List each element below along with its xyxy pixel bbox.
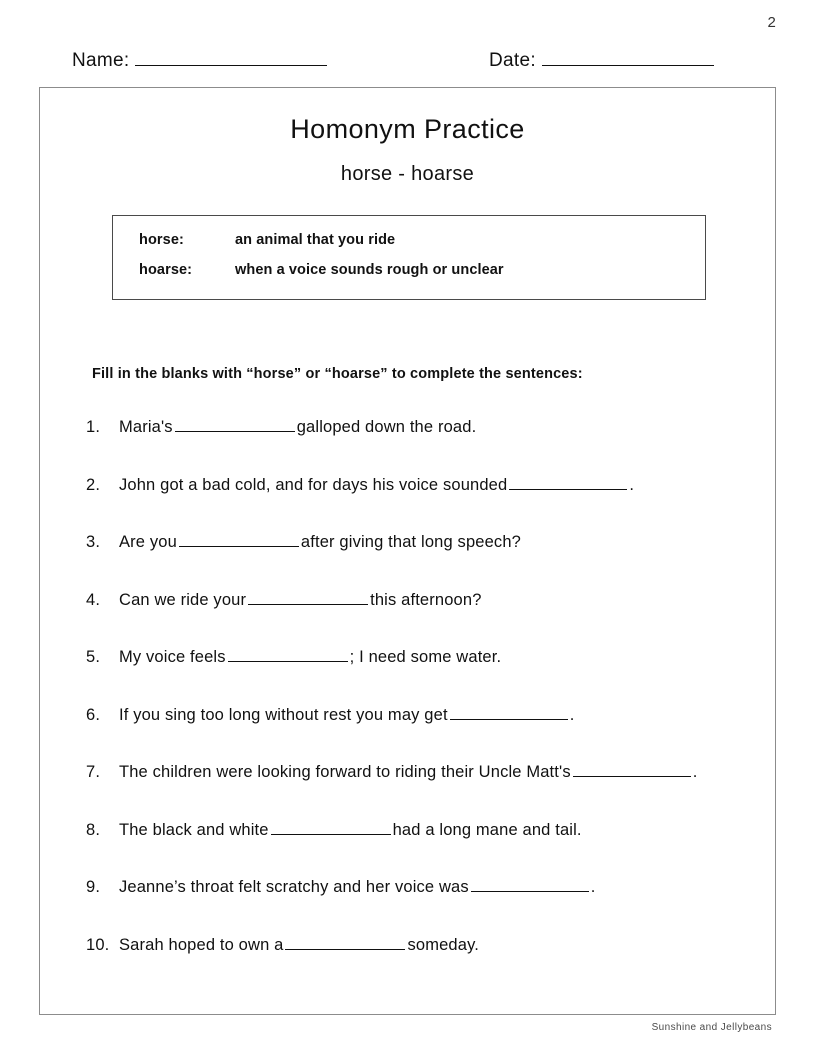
question-prefix: Can we ride your — [119, 590, 247, 609]
question-text — [119, 878, 596, 897]
definition-box — [112, 215, 706, 300]
question-suffix: . — [692, 763, 698, 781]
name-field[interactable] — [72, 50, 327, 72]
question-prefix: Maria's — [119, 418, 173, 436]
question-prefix: My voice feels — [119, 648, 226, 666]
answer-blank[interactable] — [450, 706, 568, 720]
question-number: 3. — [86, 533, 101, 551]
list-item — [86, 878, 746, 936]
question-prefix: John got a bad cold, and for days his voice sounded — [119, 475, 508, 494]
answer-blank[interactable] — [285, 936, 405, 950]
name-date-row — [72, 50, 762, 76]
question-number: 1. — [86, 418, 101, 436]
question-text — [119, 591, 482, 610]
question-text — [119, 936, 479, 955]
answer-blank[interactable] — [271, 821, 391, 835]
answer-blank[interactable] — [573, 763, 691, 777]
list-item — [86, 418, 746, 476]
page-number: 2 — [767, 14, 776, 31]
worksheet-border-box — [39, 87, 776, 1015]
question-suffix: . — [629, 475, 635, 494]
question-prefix: The children were looking forward to riding their Uncle Matt's — [119, 763, 571, 781]
definition-term: horse: — [139, 232, 184, 248]
question-number: 10. — [86, 935, 110, 954]
definition-meaning: when a voice sounds rough or unclear — [235, 262, 504, 278]
answer-blank[interactable] — [179, 533, 299, 547]
question-text — [119, 763, 697, 782]
question-number: 4. — [86, 590, 101, 609]
date-label: Date: — [489, 50, 536, 71]
question-suffix: . — [590, 878, 596, 896]
name-label: Name: — [72, 50, 130, 71]
list-item — [86, 648, 746, 706]
name-write-line[interactable] — [135, 51, 327, 66]
page-subtitle: horse - hoarse — [340, 163, 475, 185]
question-suffix: after giving that long speech? — [300, 533, 521, 551]
question-prefix: Are you — [119, 533, 177, 551]
question-suffix: had a long mane and tail. — [392, 820, 582, 839]
question-number: 9. — [86, 878, 101, 896]
answer-blank[interactable] — [509, 476, 627, 490]
question-number: 5. — [86, 648, 101, 666]
list-item — [86, 763, 746, 821]
question-number: 8. — [86, 820, 101, 839]
answer-blank[interactable] — [175, 418, 295, 432]
question-suffix: this afternoon? — [370, 590, 482, 609]
question-suffix: ; I need some water. — [349, 648, 502, 666]
page-title: Homonym Practice — [290, 114, 525, 144]
question-prefix: The black and white — [119, 820, 269, 839]
list-item — [86, 591, 746, 649]
answer-blank[interactable] — [248, 591, 368, 605]
question-prefix: If you sing too long without rest you may get — [119, 705, 448, 724]
question-text — [119, 648, 501, 667]
definition-row — [139, 262, 504, 278]
question-list — [86, 418, 746, 993]
footer-credit: Sunshine and Jellybeans — [651, 1022, 772, 1033]
date-field[interactable] — [489, 50, 714, 72]
question-suffix: someday. — [407, 935, 479, 954]
question-number: 2. — [86, 475, 101, 494]
list-item — [86, 706, 746, 764]
question-suffix: galloped down the road. — [296, 418, 477, 436]
date-write-line[interactable] — [542, 51, 714, 66]
definition-term: hoarse: — [139, 262, 193, 278]
list-item — [86, 476, 746, 534]
answer-blank[interactable] — [228, 648, 348, 662]
definition-meaning: an animal that you ride — [235, 232, 396, 248]
list-item — [86, 821, 746, 879]
question-number: 7. — [86, 763, 101, 781]
answer-blank[interactable] — [471, 878, 589, 892]
question-text — [119, 821, 582, 840]
question-text — [119, 476, 634, 495]
question-number: 6. — [86, 705, 101, 724]
list-item — [86, 533, 746, 591]
question-prefix: Jeanne’s throat felt scratchy and her voice was — [119, 878, 469, 896]
question-suffix: . — [569, 705, 575, 724]
list-item — [86, 936, 746, 994]
instructions-text: Fill in the blanks with “horse” or “hoarse” to complete the sentences: — [92, 366, 583, 382]
question-prefix: Sarah hoped to own a — [119, 935, 284, 954]
definition-row — [139, 232, 395, 248]
question-text — [119, 706, 574, 725]
question-text — [119, 418, 476, 437]
question-text — [119, 533, 521, 552]
